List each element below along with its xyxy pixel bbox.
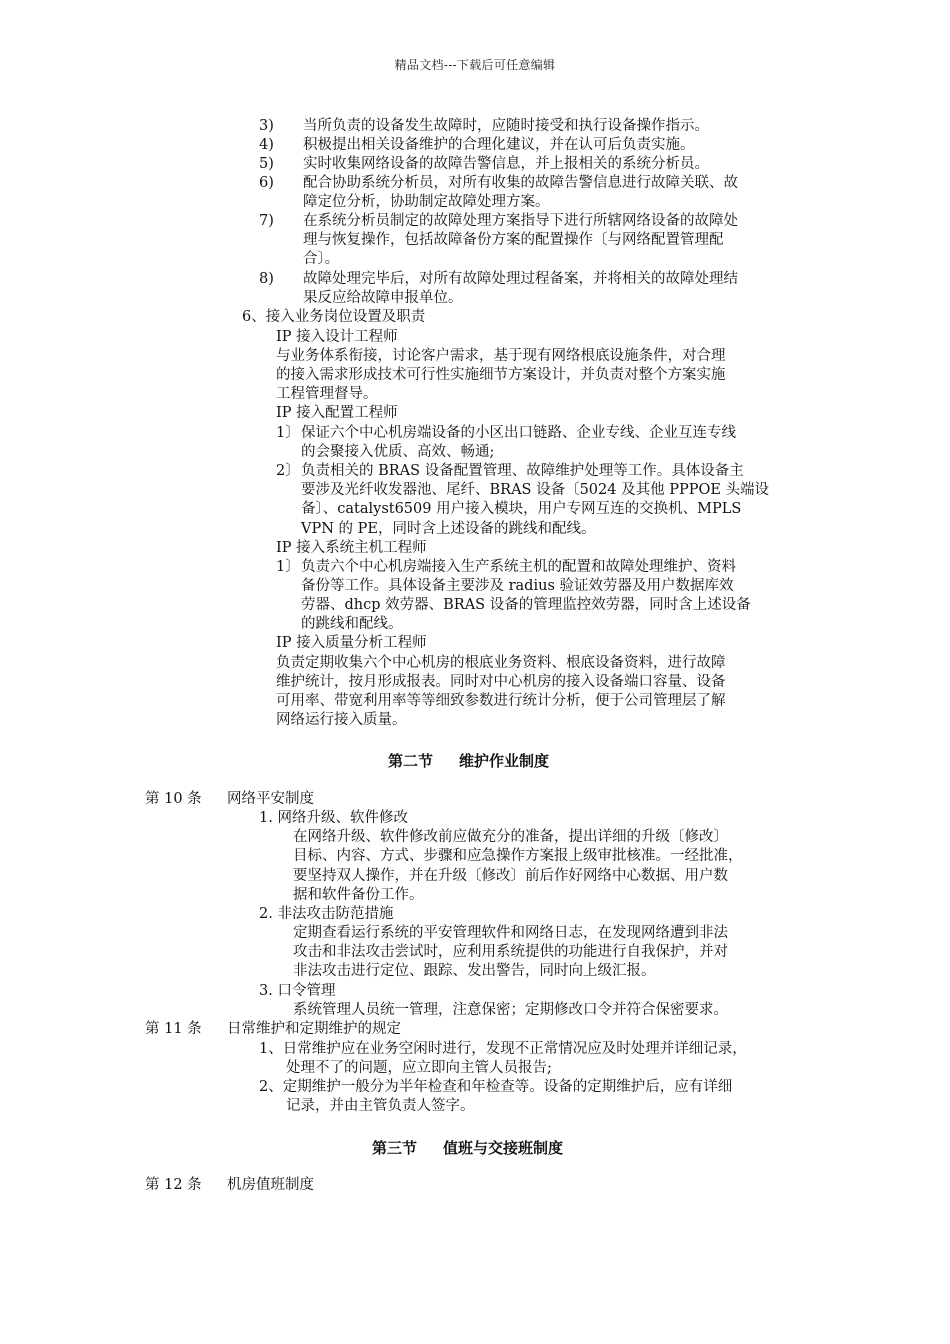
list-item-text: 合〕。	[303, 251, 340, 267]
list-item-text: VPN 的 PE，同时含上述设备的跳线和配线。	[301, 521, 596, 537]
role-description: 负责定期收集六个中心机房的根底业务资料、根底设备资料，进行故障	[276, 655, 726, 671]
role-title: IP 接入质量分析工程师	[276, 635, 427, 651]
clause-title: 1. 网络升级、软件修改	[259, 810, 408, 826]
list-item-text: 当所负责的设备发生故障时，应随时接受和执行设备操作指示。	[303, 118, 709, 134]
clause-text: 攻击和非法攻击尝试时，应利用系统提供的功能进行自我保护，并对	[293, 944, 728, 960]
role-description: 可用率、带宽利用率等等细致参数进行统计分析，便于公司管理层了解	[276, 693, 726, 709]
list-item-text: 负责相关的 BRAS 设备配置管理、故障维护处理等工作。具体设备主	[301, 463, 744, 479]
clause-text: 处理不了的问题，应立即向主管人员报告;	[286, 1060, 552, 1076]
section-number: 第三节	[372, 1139, 418, 1157]
clause-text: 在网络升级、软件修改前应做充分的准备，提出详细的升级〔修改〕	[293, 829, 728, 845]
article-title: 日常维护和定期维护的规定	[227, 1021, 401, 1037]
section-title: 维护作业制度	[459, 752, 550, 770]
list-item-text: 的跳线和配线。	[301, 616, 403, 632]
list-number: 1〕	[276, 425, 300, 441]
list-item-text: 要涉及光纤收发器池、尾纤、BRAS 设备〔5024 及其他 PPPOE 头端设	[301, 482, 770, 498]
list-number: 3)	[259, 118, 274, 134]
role-description: 网络运行接入质量。	[276, 712, 407, 728]
list-number: 8)	[259, 271, 274, 287]
list-item-text: 果反应给故障申报单位。	[303, 290, 463, 306]
list-item-text: 故障处理完毕后，对所有故障处理过程备案，并将相关的故障处理结	[303, 271, 738, 287]
list-item-text: 配合协助系统分析员，对所有收集的故障告警信息进行故障关联、故	[303, 175, 738, 191]
clause-text: 要坚持双人操作，并在升级〔修改〕前后作好网络中心数据、用户数	[293, 868, 728, 884]
list-item-text: 障定位分析，协助制定故障处理方案。	[303, 194, 550, 210]
clause-title: 2. 非法攻击防范措施	[259, 906, 394, 922]
clause-text: 1、日常维护应在业务空闲时进行，发现不正常情况应及时处理并详细记录，	[259, 1041, 747, 1057]
section-title: 值班与交接班制度	[443, 1139, 564, 1157]
list-number: 7)	[259, 213, 274, 229]
list-item-text: 劳器、dhcp 效劳器、BRAS 设备的管理监控效劳器，同时含上述设备	[301, 597, 751, 613]
section-number: 第二节	[388, 752, 434, 770]
clause-text: 记录，并由主管负责人签字。	[286, 1098, 475, 1114]
list-item-text: 实时收集网络设备的故障告警信息，并上报相关的系统分析员。	[303, 156, 709, 172]
list-number: 6)	[259, 175, 274, 191]
clause-text: 目标、内容、方式、步骤和应急操作方案报上级审批核准。一经批准，	[293, 848, 743, 864]
list-number: 5)	[259, 156, 274, 172]
list-number: 4)	[259, 137, 274, 153]
clause-text: 系统管理人员统一管理，注意保密；定期修改口令并符合保密要求。	[293, 1002, 728, 1018]
role-description: 与业务体系衔接，讨论客户需求，基于现有网络根底设施条件，对合理	[276, 348, 726, 364]
list-number: 1〕	[276, 559, 300, 575]
list-item-text: 备〕、catalyst6509 用户接入模块，用户专网互连的交换机、MPLS	[301, 501, 742, 517]
article-title: 网络平安制度	[227, 791, 314, 807]
role-title: IP 接入系统主机工程师	[276, 540, 427, 556]
subsection-title: 6、接入业务岗位设置及职责	[242, 309, 426, 325]
section-heading	[372, 1137, 563, 1158]
list-item-text: 备份等工作。具体设备主要涉及 radius 验证效劳器及用户数据库效	[301, 578, 734, 594]
role-title: IP 接入设计工程师	[276, 329, 398, 345]
article-label: 第 10 条	[145, 791, 202, 807]
role-description: 工程管理督导。	[276, 386, 378, 402]
list-number: 2〕	[276, 463, 300, 479]
role-description: 维护统计，按月形成报表。同时对中心机房的接入设备端口容量、设备	[276, 674, 726, 690]
article-title: 机房值班制度	[227, 1177, 314, 1193]
list-item-text: 的会聚接入优质、高效、畅通;	[301, 444, 495, 460]
clause-text: 非法攻击进行定位、跟踪、发出警告，同时向上级汇报。	[293, 963, 656, 979]
list-item-text: 在系统分析员制定的故障处理方案指导下进行所辖网络设备的故障处	[303, 213, 738, 229]
list-item-text: 积极提出相关设备维护的合理化建议，并在认可后负责实施。	[303, 137, 695, 153]
clause-title: 3. 口令管理	[259, 983, 336, 999]
clause-text: 据和软件备份工作。	[293, 887, 424, 903]
role-title: IP 接入配置工程师	[276, 405, 398, 421]
list-item-text: 保证六个中心机房端设备的小区出口链路、企业专线、企业互连专线	[301, 425, 736, 441]
article-label: 第 11 条	[145, 1021, 202, 1037]
page-header: 精品文档---下载后可任意编辑	[394, 58, 556, 72]
clause-text: 2、定期维护一般分为半年检查和年检查等。设备的定期维护后，应有详细	[259, 1079, 733, 1095]
article-label: 第 12 条	[145, 1177, 202, 1193]
list-item-text: 理与恢复操作，包括故障备份方案的配置操作〔与网络配置管理配	[303, 232, 724, 248]
clause-text: 定期查看运行系统的平安管理软件和网络日志，在发现网络遭到非法	[293, 925, 728, 941]
role-description: 的接入需求形成技术可行性实施细节方案设计，并负责对整个方案实施	[276, 367, 726, 383]
section-heading	[388, 750, 549, 771]
list-item-text: 负责六个中心机房端接入生产系统主机的配置和故障处理维护、资料	[301, 559, 736, 575]
